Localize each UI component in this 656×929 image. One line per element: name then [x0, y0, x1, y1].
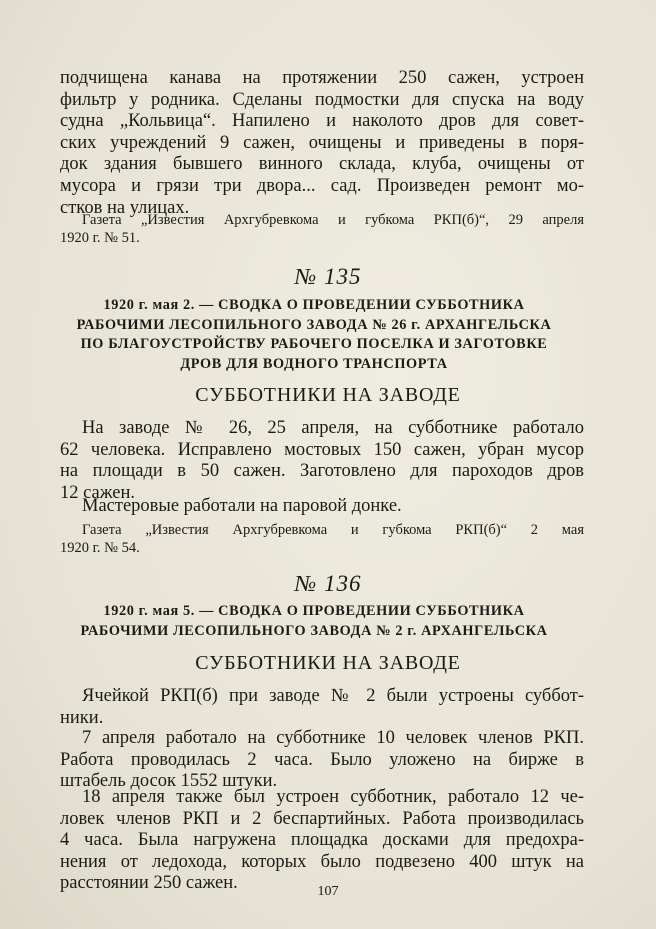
text-line: 62 человека. Исправлено мостовых 150 сажен, убран мусор: [60, 439, 584, 460]
section-subtitle-135: СУББОТНИКИ НА ЗАВОДЕ: [195, 384, 461, 406]
text-line: на площади в 50 сажен. Заготовлено для пароходов дров: [60, 461, 584, 482]
text-line: стков на улицах.: [60, 197, 190, 218]
doc-135-para-2: [60, 496, 584, 518]
top-paragraph: [60, 68, 584, 219]
text-line: 4 часа. Была нагружена площадка досками для предохра-: [60, 830, 584, 851]
document-heading-135: [40, 296, 588, 374]
text-line: подчищена канава на протяжении 250 сажен, устроен: [60, 68, 584, 88]
doc-136-para-3: [60, 787, 584, 895]
text-line: расстоянии 250 сажен.: [60, 873, 238, 894]
text-line: судна „Кольвица“. Напилено и наколото дров для совет-: [60, 111, 584, 132]
heading-line: 1920 г. мая 2. — СВОДКА О ПРОВЕДЕНИИ СУББОТНИКА: [103, 297, 525, 313]
text-line: 7 апреля работало на субботнике 10 человек членов РКП.: [82, 728, 584, 748]
text-line: 18 апреля также был устроен субботник, работало 12 че-: [82, 787, 584, 807]
text-line: док здания бывшего винного склада, клуба, очищены от: [60, 154, 584, 175]
source-note-1: [82, 211, 584, 229]
text-line: ловек членов РКП и 2 беспартийных. Работа производилась: [60, 808, 584, 829]
heading-line: ПО БЛАГОУСТРОЙСТВУ РАБОЧЕГО ПОСЕЛКА И ЗАГОТОВКЕ: [80, 336, 548, 352]
source-line: 1920 г. № 54.: [60, 540, 140, 556]
heading-line: РАБОЧИМИ ЛЕСОПИЛЬНОГО ЗАВОДА № 2 г. АРХАНГЕЛЬСКА: [80, 622, 548, 639]
document-number-135: № 135: [294, 264, 362, 289]
text-line: фильтр у родника. Сделаны подмостки для спуска на воду: [60, 89, 584, 110]
text-line: 12 сажен.: [60, 482, 136, 503]
source-note-135: [82, 521, 584, 539]
text-line: нения от ледохода, которых было подвезено 400 штук на: [60, 851, 584, 872]
text-line: Работа проводилась 2 часа. Было уложено на бирже в: [60, 749, 584, 770]
page-number: 107: [317, 884, 339, 899]
text-line: Мастеровые работали на паровой донке.: [82, 496, 402, 516]
heading-line: ДРОВ ДЛЯ ВОДНОГО ТРАНСПОРТА: [180, 355, 448, 372]
text-line: На заводе № 26, 25 апреля, на субботнике работало: [82, 418, 584, 438]
doc-135-para-1: [60, 418, 584, 504]
section-subtitle-136: СУББОТНИКИ НА ЗАВОДЕ: [195, 652, 461, 674]
document-heading-136: [40, 602, 588, 641]
source-line: 1920 г. № 51.: [60, 230, 140, 246]
text-line: Ячейкой РКП(б) при заводе № 2 были устроены суббот-: [82, 686, 584, 706]
text-line: штабель досок 1552 штуки.: [60, 771, 278, 792]
text-line: ники.: [60, 707, 104, 728]
source-line: Газета „Известия Архгубревкома и губкома РКП(б)“ 2 мая: [82, 522, 584, 538]
text-line: ских учреждений 9 сажен, очищены и приведены в поря-: [60, 132, 584, 153]
heading-line: РАБОЧИМИ ЛЕСОПИЛЬНОГО ЗАВОДА № 26 г. АРХАНГЕЛЬСКА: [76, 316, 552, 333]
document-number-136: № 136: [294, 571, 362, 596]
source-line: Газета „Известия Архгубревкома и губкома РКП(б)“, 29 апреля: [82, 212, 584, 228]
heading-line: 1920 г. мая 5. — СВОДКА О ПРОВЕДЕНИИ СУББОТНИКА: [103, 603, 525, 619]
source-note-135-cont: [60, 539, 584, 557]
doc-136-para-1: [60, 686, 584, 729]
text-line: мусора и грязи три двора... сад. Произведен ремонт мо-: [60, 175, 584, 196]
doc-136-para-2: [60, 728, 584, 793]
source-note-1-cont: [60, 229, 584, 247]
